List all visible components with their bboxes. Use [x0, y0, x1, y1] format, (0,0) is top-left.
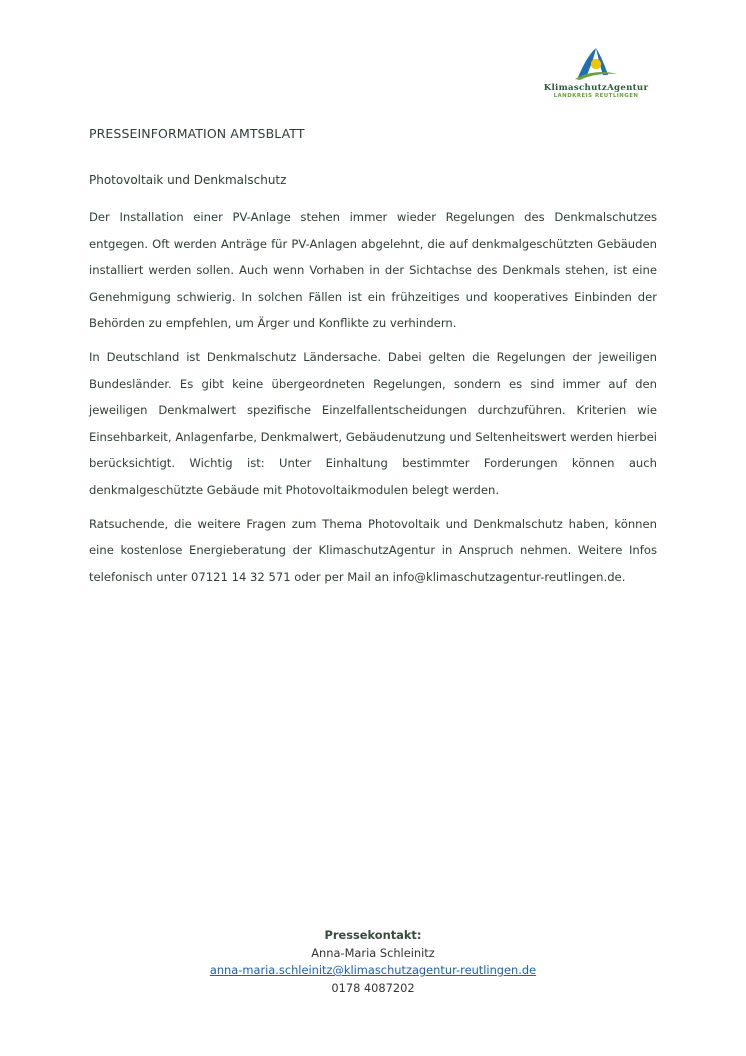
contact-name: Anna-Maria Schleinitz: [311, 945, 435, 960]
document-subject: Photovoltaik und Denkmalschutz: [89, 173, 287, 187]
paragraph: In Deutschland ist Denkmalschutz Ländersache. Dabei gelten die Regelungen der jeweiligen Bundesländer. Es gibt keine übergeordneten Regelungen, sondern es sind immer auf den jeweiligen Denkmalwert spezifische Einzelfallentscheidungen durchzuführen. Kriterien wie Einsehbarkeit, Anlagenfarbe, Denkmalwert, Gebäudenutzung und Seltenheitswert werden hierbei berücksichtigt. Wichtig ist: Unter Einhaltung bestimmter Forderungen können auch denkmalgeschützte Gebäude mit Photovoltaikmodulen belegt werden.: [89, 349, 657, 497]
klimaschutzagentur-logo: [536, 46, 656, 102]
paragraph: Ratsuchende, die weitere Fragen zum Thema Photovoltaik und Denkmalschutz haben, können eine kostenlose Energieberatung der KlimaschutzAgentur in Anspruch nehmen. Weitere Infos telefonisch unter 07121 14 32 571 oder per Mail an info@klimaschutzagentur-reutlingen.de.: [89, 516, 657, 584]
contact-label: Pressekontakt:: [324, 928, 422, 942]
document-body: [89, 126, 657, 597]
paragraph: Der Installation einer PV-Anlage stehen immer wieder Regelungen des Denkmalschutzes entgegen. Oft werden Anträge für PV-Anlagen abgelehnt, die auf denkmalgeschützten Gebäuden installiert werden sollen. Auch wenn Vorhaben in der Sichtachse des Denkmals stehen, ist eine Genehmigung schwierig. In solchen Fällen ist ein frühzeitiges und kooperatives Einbinden der Behörden zu empfehlen, um Ärger und Konflikte zu verhindern.: [89, 210, 657, 331]
logo-mark-icon: [574, 46, 618, 82]
press-contact: [0, 927, 746, 997]
logo-subtitle: LANDKREIS REUTLINGEN: [553, 93, 639, 99]
contact-phone: 0178 4087202: [331, 980, 415, 995]
contact-email-link[interactable]: anna-maria.schleinitz@klimaschutzagentur-reutlingen.de: [209, 963, 537, 977]
logo-name: KlimaschutzAgentur: [543, 83, 649, 93]
document-heading: PRESSEINFORMATION AMTSBLATT: [89, 126, 305, 141]
